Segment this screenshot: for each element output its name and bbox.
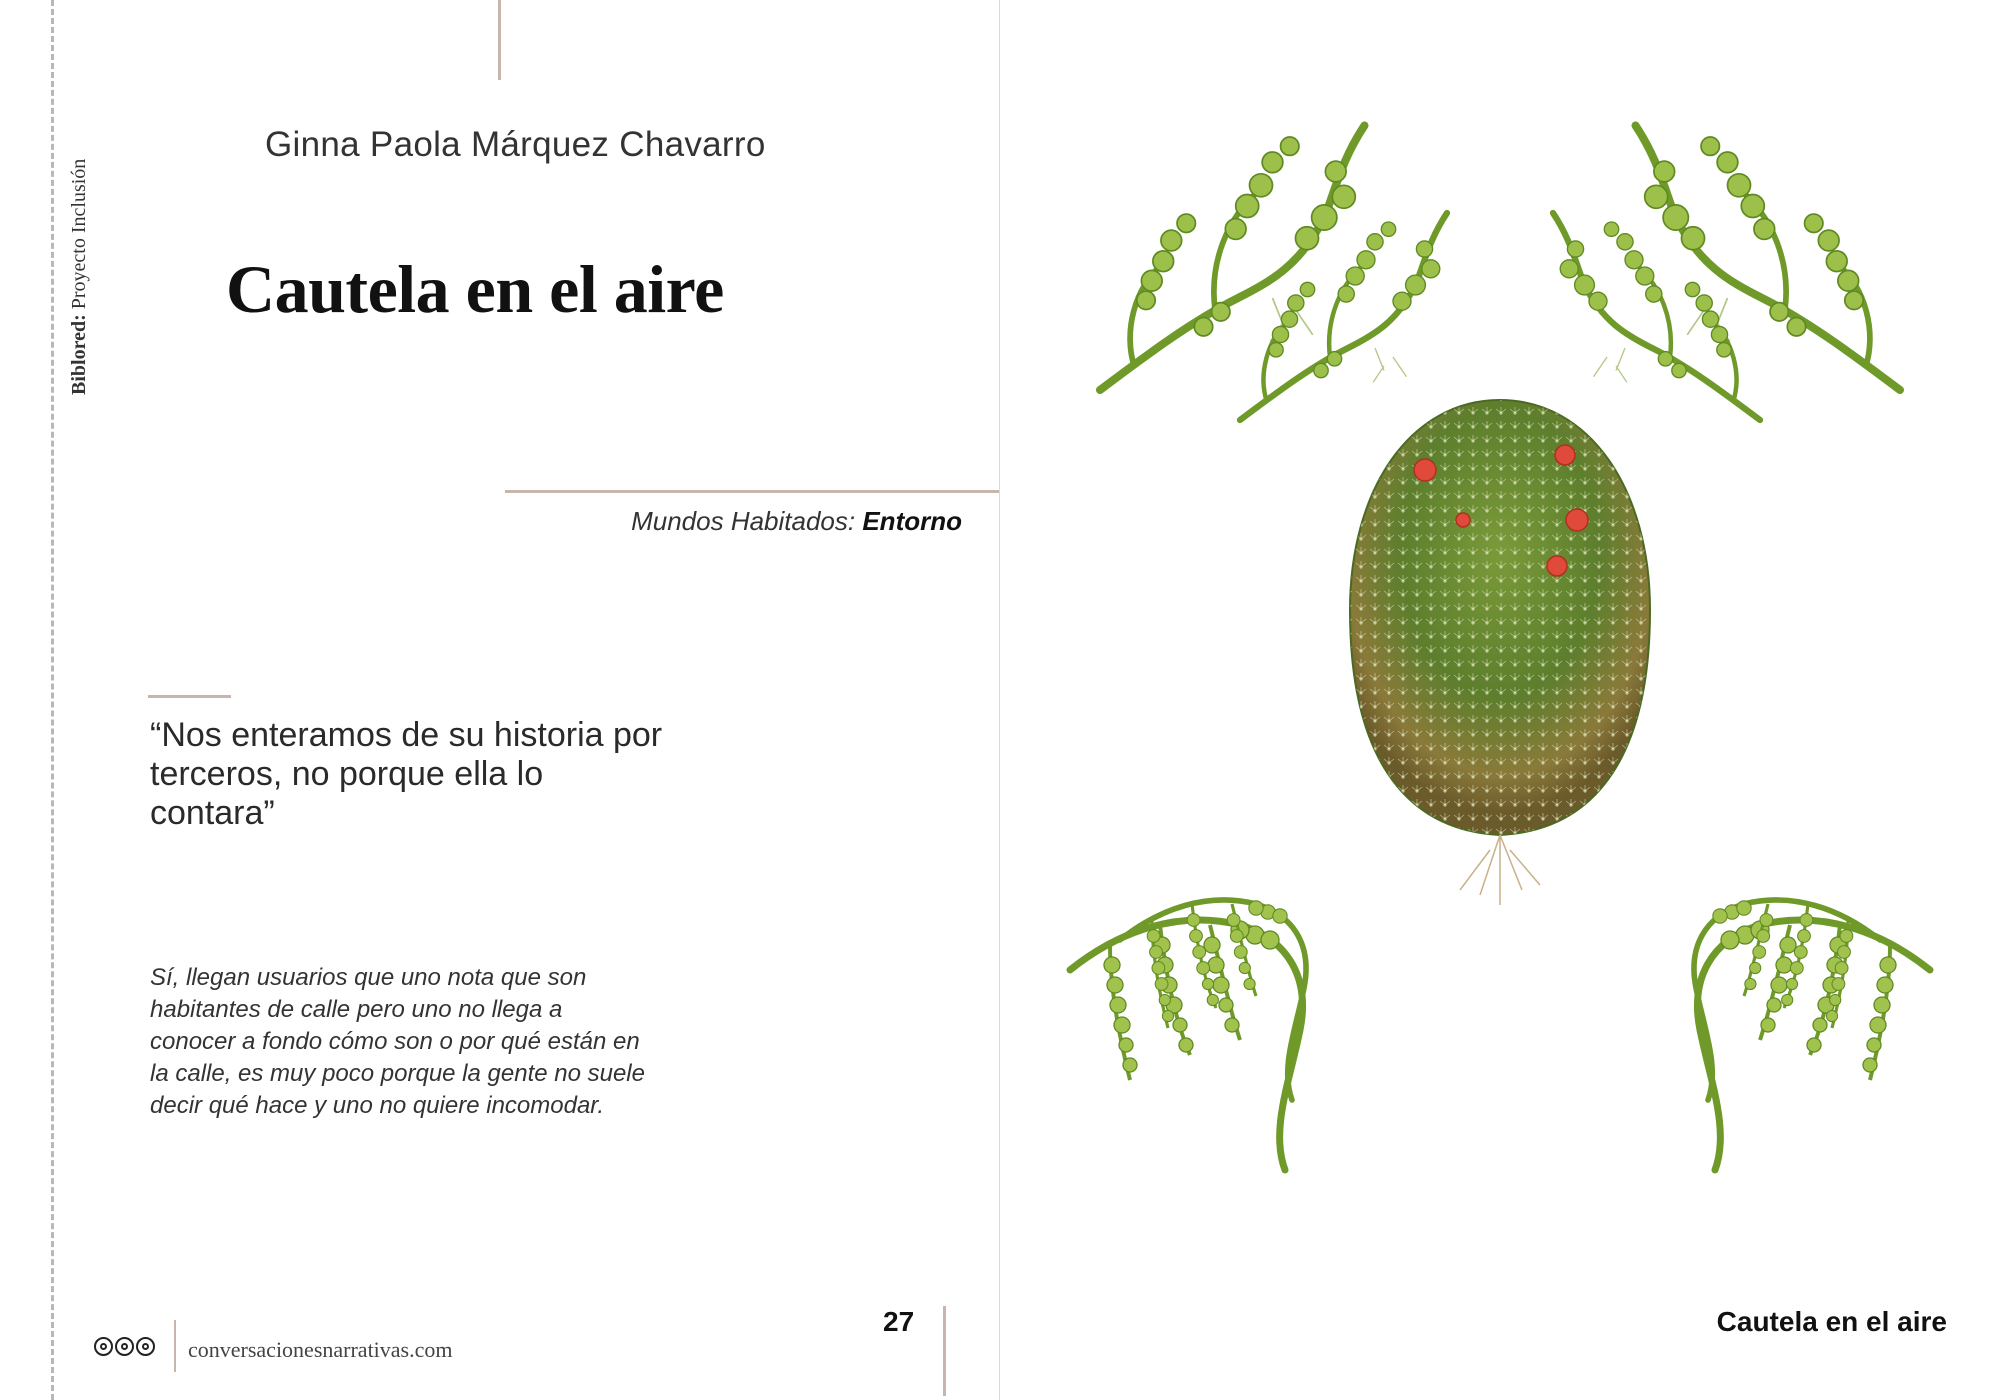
cactus-body [1350,400,1650,905]
algae-bottom-right [1694,900,1930,1170]
algae-bottom-left [1070,900,1306,1170]
section-rule [505,490,1000,493]
cc-icon [94,1337,113,1356]
section-label: Mundos Habitados: Entorno [631,506,962,536]
author-name: Ginna Paola Márquez Chavarro [265,125,766,164]
algae-top-right [1553,126,1900,421]
website-link[interactable]: conversacionesnarrativas.com [188,1337,453,1362]
cactus-illustration [1060,70,1940,1240]
algae-top-left [1100,126,1447,421]
top-rule [498,0,501,80]
nd-icon [136,1337,155,1356]
body-paragraph: Sí, llegan usuarios que uno nota que son habitantes de calle pero uno no llega a conocer a fondo cómo son o por qué están en la calle, es muy poco porque la gente no suele decir qué hace y uno no quiere incomodar. [150,964,645,1119]
page-number: 27 [883,1306,915,1337]
nc-icon [115,1337,134,1356]
page-number-rule [943,1306,946,1396]
pull-quote: “Nos enteramos de su historia por terceros, no porque ella lo contara” [150,716,663,832]
quote-rule [148,695,231,698]
side-label: Biblored: Proyecto Inclusión [68,158,90,395]
running-title: Cautela en el aire [1716,1306,1947,1337]
license-icons [94,1337,155,1356]
dashed-margin-rule [51,0,54,1400]
footer-separator [174,1320,176,1372]
article-title: Cautela en el aire [226,251,724,327]
